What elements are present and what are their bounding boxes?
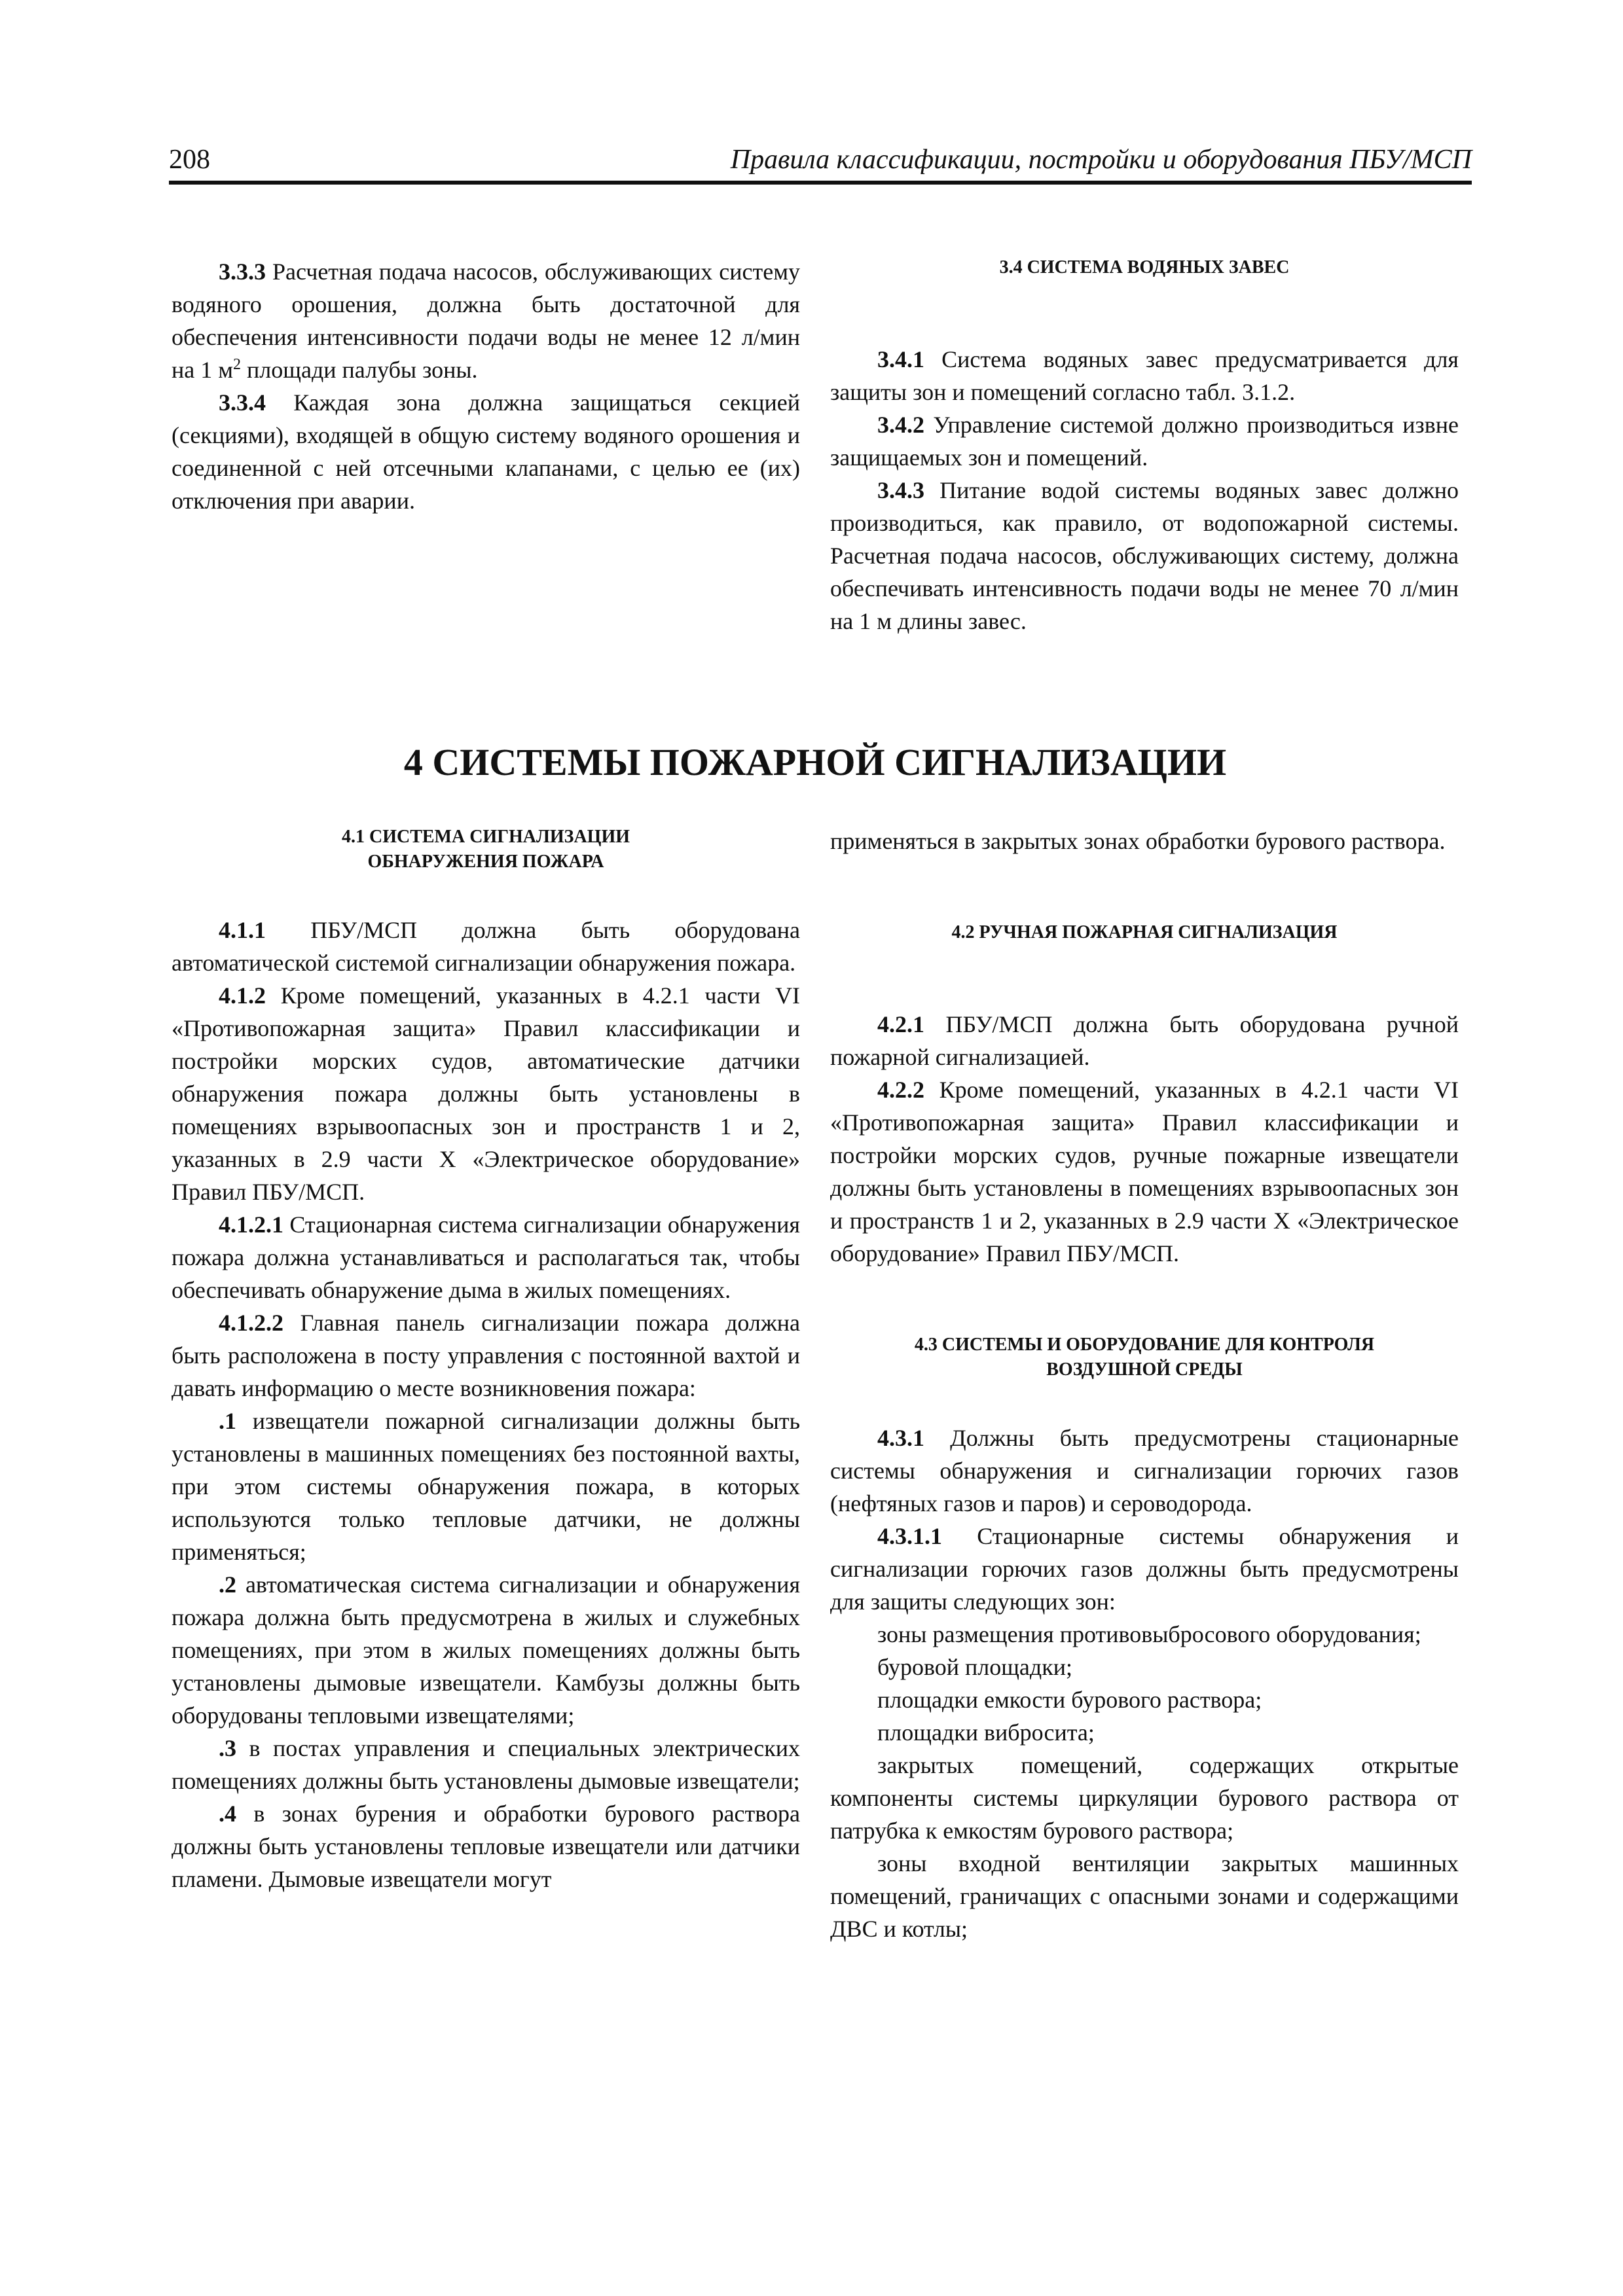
chapter-title: 4 СИСТЕМЫ ПОЖАРНОЙ СИГНАЛИЗАЦИИ xyxy=(403,741,1227,783)
zone-list-item: буровой площадки; xyxy=(877,1654,1072,1680)
paragraph-4-2-2: 4.2.2 Кроме помещений, указанных в 4.2.1 части VI «Противопожарная защита» Правил классификации и постройки морских судов, ручные пожарные извещатели должны быть установлены в помещениях взрывоопасных зон и пространств 1 и 2, указанных в 2.9 части X «Электрическое оборудование» Правил ПБУ/МСП. xyxy=(830,1077,1459,1266)
page-number: 208 xyxy=(169,145,210,175)
page-header xyxy=(169,139,1472,185)
paragraph-4-1-2-1: 4.1.2.1 Стационарная система сигнализации обнаружения пожара должна устанавливаться и располагаться так, чтобы обеспечивать обнаружение дыма в жилых помещениях. xyxy=(172,1211,800,1303)
section-heading-4-3: 4.3 СИСТЕМЫ И ОБОРУДОВАНИЕ ДЛЯ КОНТРОЛЯ ВОЗДУШНОЙ СРЕДЫ xyxy=(914,1335,1375,1380)
paragraph-3-4-1: 3.4.1 Система водяных завес предусматривается для защиты зон и помещений согласно табл. 3.1.2. xyxy=(830,346,1459,405)
zone-list-item: площадки вибросита; xyxy=(877,1719,1095,1746)
paragraph-4-3-1-1: 4.3.1.1 Стационарные системы обнаружения и сигнализации горючих газов должны быть предусмотрены для защиты следующих зон: xyxy=(830,1523,1459,1615)
right-column-top xyxy=(830,255,1459,637)
paragraph-3-4-2: 3.4.2 Управление системой должно производиться извне защищаемых зон и помещений. xyxy=(830,412,1459,471)
paragraph-4-2-1: 4.2.1 ПБУ/МСП должна быть оборудована ручной пожарной сигнализацией. xyxy=(830,1011,1459,1070)
list-item-4: .4 в зонах бурения и обработки бурового раствора должны быть установлены тепловые извещатели или датчики пламени. Дымовые извещатели могут xyxy=(172,1801,800,1892)
running-title: Правила классификации, постройки и оборудования ПБУ/МСП xyxy=(730,145,1472,175)
left-column-top xyxy=(172,255,800,517)
zone-list-item: площадки емкости бурового раствора; xyxy=(877,1687,1262,1713)
paragraph-4-1-1: 4.1.1 ПБУ/МСП должна быть оборудована автоматической системой сигнализации обнаружения пожара. xyxy=(172,917,800,976)
paragraph-3-3-4: 3.3.4 Каждая зона должна защищаться секцией (секциями), входящей в общую систему водяного орошения и соединенной с ней отсечными клапанами, с целью ее (их) отключения при аварии. xyxy=(172,389,800,514)
section-heading-3-4: 3.4 СИСТЕМА ВОДЯНЫХ ЗАВЕС xyxy=(999,257,1290,278)
paragraph-4-1-2: 4.1.2 Кроме помещений, указанных в 4.2.1 части VI «Противопожарная защита» Правил классификации и постройки морских судов, автоматические датчики обнаружения пожара должны быть установлены в помещениях взрывоопасных зон и пространств 1 и 2, указанных в 2.9 части X «Электрическое оборудование» Правил ПБУ/МСП. xyxy=(172,982,800,1205)
paragraph-4-3-1: 4.3.1 Должны быть предусмотрены стационарные системы обнаружения и сигнализации горючих газов (нефтяных газов и паров) и сероводорода. xyxy=(830,1425,1459,1516)
continuation-text: применяться в закрытых зонах обработки бурового раствора. xyxy=(830,828,1446,854)
paragraph-3-3-3: 3.3.3 Расчетная подача насосов, обслуживающих систему водяного орошения, должна быть достаточной для обеспечения интенсивности подачи воды не менее 12 л/мин на 1 $м^2$ площади палубы зоны. xyxy=(172,259,800,383)
right-column-bottom xyxy=(830,825,1459,1945)
list-item-2: .2 автоматическая система сигнализации и обнаружения пожара должна быть предусмотрена в жилых и служебных помещениях, при этом в жилых помещениях должны быть установлены дымовые извещатели. Камбузы должны быть оборудованы тепловыми извещателями; xyxy=(172,1571,800,1729)
section-heading-4-1: 4.1 СИСТЕМА СИГНАЛИЗАЦИИ ОБНАРУЖЕНИЯ ПОЖАРА xyxy=(341,827,630,872)
paragraph-4-1-2-2: 4.1.2.2 Главная панель сигнализации пожара должна быть расположена в посту управления с постоянной вахтой и давать информацию о месте возникновения пожара: xyxy=(172,1310,800,1401)
zone-list-item: зоны размещения противовыбросового оборудования; xyxy=(877,1621,1421,1647)
left-column-bottom xyxy=(172,825,800,1895)
section-heading-4-2: 4.2 РУЧНАЯ ПОЖАРНАЯ СИГНАЛИЗАЦИЯ xyxy=(951,922,1338,942)
list-item-3: .3 в постах управления и специальных электрических помещениях должны быть установлены дымовые извещатели; xyxy=(172,1735,800,1794)
zone-list-item: закрытых помещений, содержащих открытые компоненты системы циркуляции бурового раствора от патрубка к емкостям бурового раствора; xyxy=(830,1752,1459,1844)
list-item-1: .1 извещатели пожарной сигнализации должны быть установлены в машинных помещениях без постоянной вахты, при этом системы обнаружения пожара, в которых используются только тепловые датчики, не должны применяться; xyxy=(172,1408,800,1565)
zone-list-item: зоны входной вентиляции закрытых машинных помещений, граничащих с опасными зонами и содержащими ДВС и котлы; xyxy=(830,1850,1459,1942)
paragraph-3-4-3: 3.4.3 Питание водой системы водяных завес должно производиться, как правило, от водопожарной системы. Расчетная подача насосов, обслуживающих систему, должна обеспечивать интенсивность подачи воды не менее 70 л/мин на 1 м длины завес. xyxy=(830,477,1459,634)
